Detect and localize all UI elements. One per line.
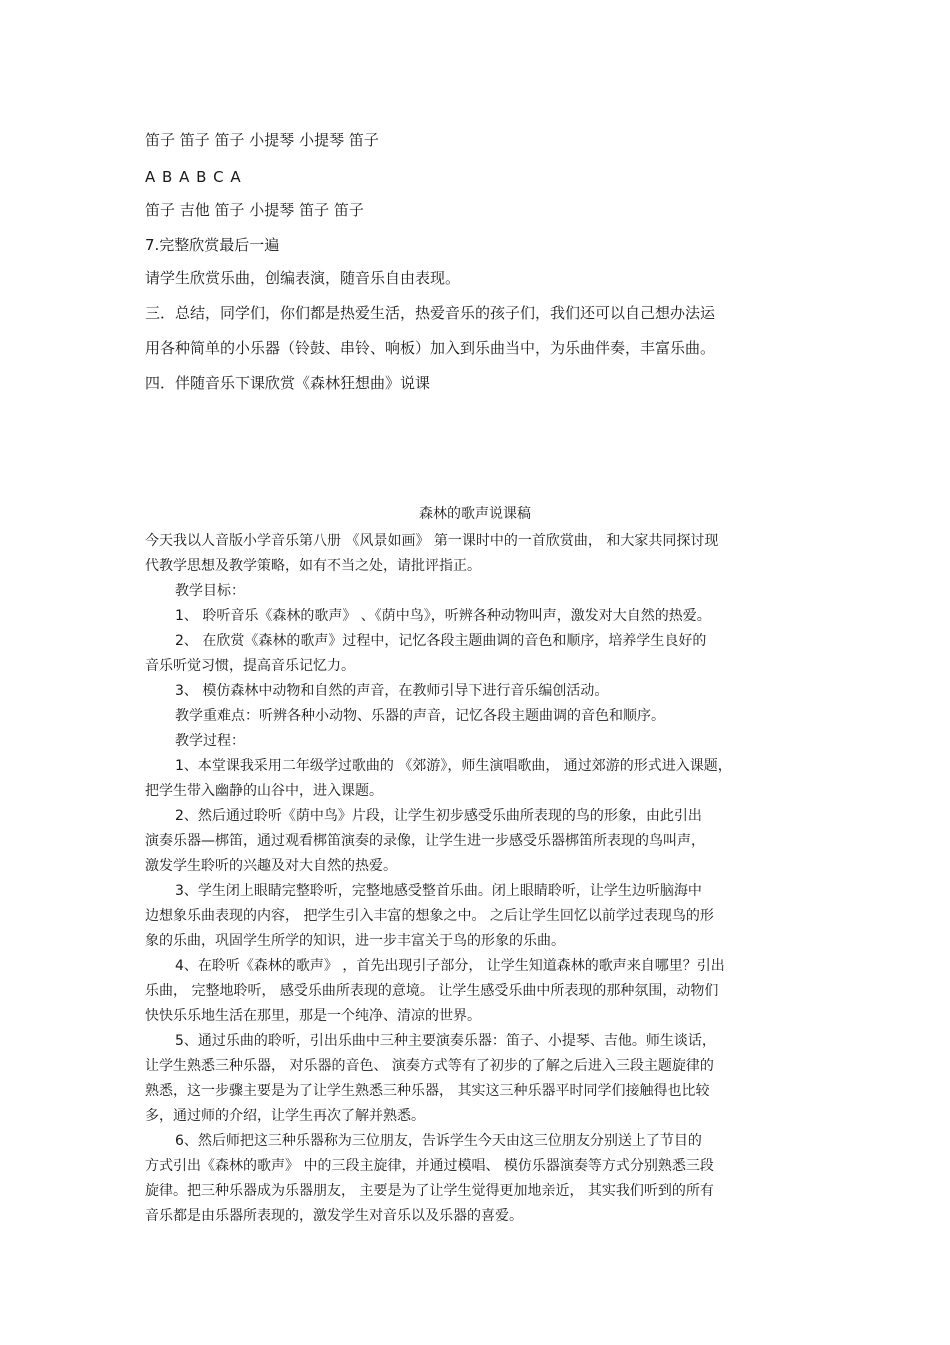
section-heading: 教学过程： [175,733,245,749]
text-line: 请学生欣赏乐曲，创编表演，随音乐自由表现。 [145,269,461,287]
section-heading: 教学目标： [175,583,245,599]
text-line: 音乐听觉习惯，提高音乐记忆力。 [145,658,355,674]
text-line: 边想象乐曲表现的内容， 把学生引入丰富的想象之中。 之后让学生回忆以前学过表现鸟的形 [145,908,714,924]
list-item: 1、 聆听音乐《森林的歌声》 、《荫中鸟》，听辨各种动物叫声，激发对大自然的热爱。 [175,608,711,624]
text-line: 激发学生聆听的兴趣及对大自然的热爱。 [145,858,397,874]
text-line: 多，通过师的介绍，让学生再次了解并熟悉。 [145,1108,425,1124]
list-item: 3、 模仿森林中动物和自然的声音，在教师引导下进行音乐编创活动。 [175,683,609,699]
text-line: 笛子 笛子 笛子 小提琴 小提琴 笛子 [145,131,379,149]
text-line: 用各种简单的小乐器（铃鼓、串铃、响板）加入到乐曲当中，为乐曲伴奏，丰富乐曲。 [145,339,716,357]
text-line: A B A B C A [145,168,242,186]
text-line: 象的乐曲，巩固学生所学的知识，进一步丰富关于鸟的形象的乐曲。 [145,933,565,949]
text-line: 代教学思想及教学策略，如有不当之处，请批评指正。 [145,558,481,574]
list-item: 6、然后师把这三种乐器称为三位朋友，告诉学生今天由这三位朋友分别送上了节目的 [175,1133,702,1149]
text-line: 7.完整欣赏最后一遍 [145,236,280,254]
text-line: 快快乐乐地生活在那里，那是一个纯净、清凉的世界。 [145,1008,481,1024]
text-line: 让学生熟悉三种乐器， 对乐器的音色、 演奏方式等有了初步的了解之后进入三段主题旋律的 [145,1058,714,1074]
text-line: 旋律。把三种乐器成为乐器朋友， 主要是为了让学生觉得更加地亲近， 其实我们听到的所有 [145,1183,714,1199]
document-title: 森林的歌声说课稿 [419,506,531,522]
text-line: 三．总结，同学们，你们都是热爱生活，热爱音乐的孩子们，我们还可以自己想办法运 [145,304,716,322]
text-line: 乐曲， 完整地聆听， 感受乐曲所表现的意境。 让学生感受乐曲中所表现的那种氛围，动物们 [145,983,719,999]
list-item: 1、本堂课我采用二年级学过歌曲的 《郊游》，师生演唱歌曲， 通过郊游的形式进入课题， [175,758,732,774]
text-line: 熟悉，这一步骤主要是为了让学生熟悉三种乐器， 其实这三种乐器平时同学们接触得也比较 [145,1083,710,1099]
list-item: 2、然后通过聆听《荫中鸟》片段，让学生初步感受乐曲所表现的鸟的形象，由此引出 [175,808,702,824]
list-item: 5、通过乐曲的聆听，引出乐曲中三种主要演奏乐器：笛子、小提琴、吉他。师生谈话， [175,1033,716,1049]
list-item: 3、学生闭上眼睛完整聆听，完整地感受整首乐曲。闭上眼睛聆听，让学生边听脑海中 [175,883,702,899]
list-item: 4、在聆听《森林的歌声》 ，首先出现引子部分， 让学生知道森林的歌声来自哪里？引出 [175,958,725,974]
text-line: 演奏乐器—梆笛，通过观看梆笛演奏的录像，让学生进一步感受乐器梆笛所表现的鸟叫声， [145,833,705,849]
text-line: 四．伴随音乐下课欣赏《森林狂想曲》说课 [145,374,431,392]
text-line: 今天我以人音版小学音乐第八册 《风景如画》 第一课时中的一首欣赏曲， 和大家共同探讨现 [145,533,719,549]
text-line: 笛子 吉他 笛子 小提琴 笛子 笛子 [145,201,364,219]
text-line: 方式引出《森林的歌声》 中的三段主旋律，并通过模唱、 模仿乐器演奏等方式分别熟悉三段 [145,1158,714,1174]
text-line: 把学生带入幽静的山谷中，进入课题。 [145,783,383,799]
text-line: 音乐都是由乐器所表现的，激发学生对音乐以及乐器的喜爱。 [145,1208,523,1224]
list-item: 2、 在欣赏《森林的歌声》过程中，记忆各段主题曲调的音色和顺序，培养学生良好的 [175,633,707,649]
section-heading: 教学重难点：听辨各种小动物、乐器的声音，记忆各段主题曲调的音色和顺序。 [175,708,665,724]
